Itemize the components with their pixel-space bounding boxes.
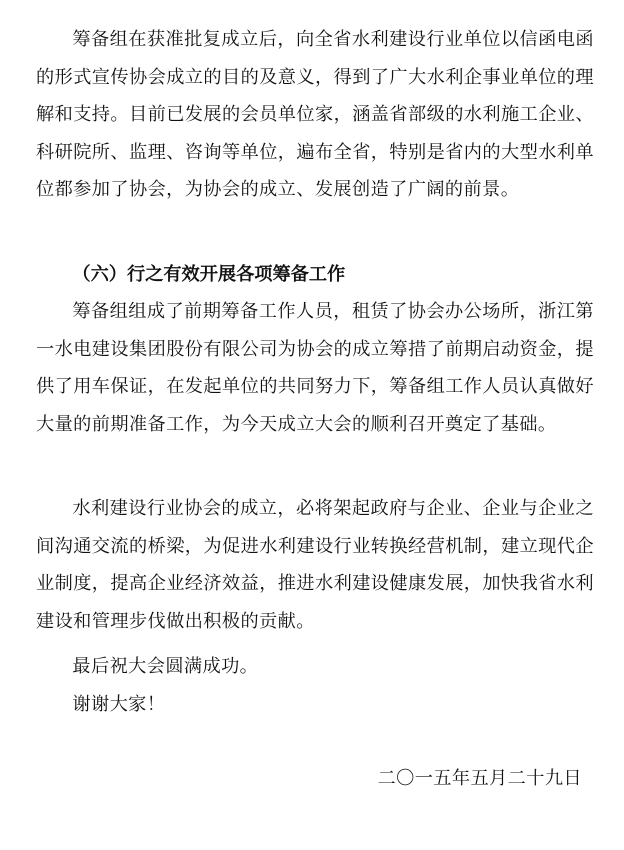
paragraph-preparation-work: 筹备组组成了前期筹备工作人员，租赁了协会办公场所，浙江第一水电建设集团股份有限公司为协会的成立筹措了前期启动资金，提供了用车保证，在发起单位的共同努力下，筹备组工作人员认真做好大量的前期准备工作，为今天成立大会的顺利召开奠定了基础。 (36, 301, 594, 435)
document-date: 二〇一五年五月二十九日 (377, 768, 582, 789)
section-heading: （六）行之有效开展各项筹备工作 (72, 264, 346, 285)
closing-wish: 最后祝大会圆满成功。 (72, 656, 259, 677)
paragraph-association-significance: 水利建设行业协会的成立，必将架起政府与企业、企业与企业之间沟通交流的桥梁，为促进水利建设行业转换经营机制，建立现代企业制度，提高企业经济效益，推进水利建设健康发展，加快我省水利建设和管理步伐做出积极的贡献。 (36, 498, 594, 632)
paragraph-preparation-progress: 筹备组在获准批复成立后，向全省水利建设行业单位以信函电函的形式宣传协会成立的目的及意义，得到了广大水利企事业单位的理解和支持。目前已发展的会员单位家，涵盖省部级的水利施工企业、科研院所、监理、咨询等单位，遍布全省，特别是省内的大型水利单位都参加了协会，为协会的成立、发展创造了广阔的前景。 (36, 29, 594, 200)
thanks-line: 谢谢大家！ (72, 694, 166, 715)
